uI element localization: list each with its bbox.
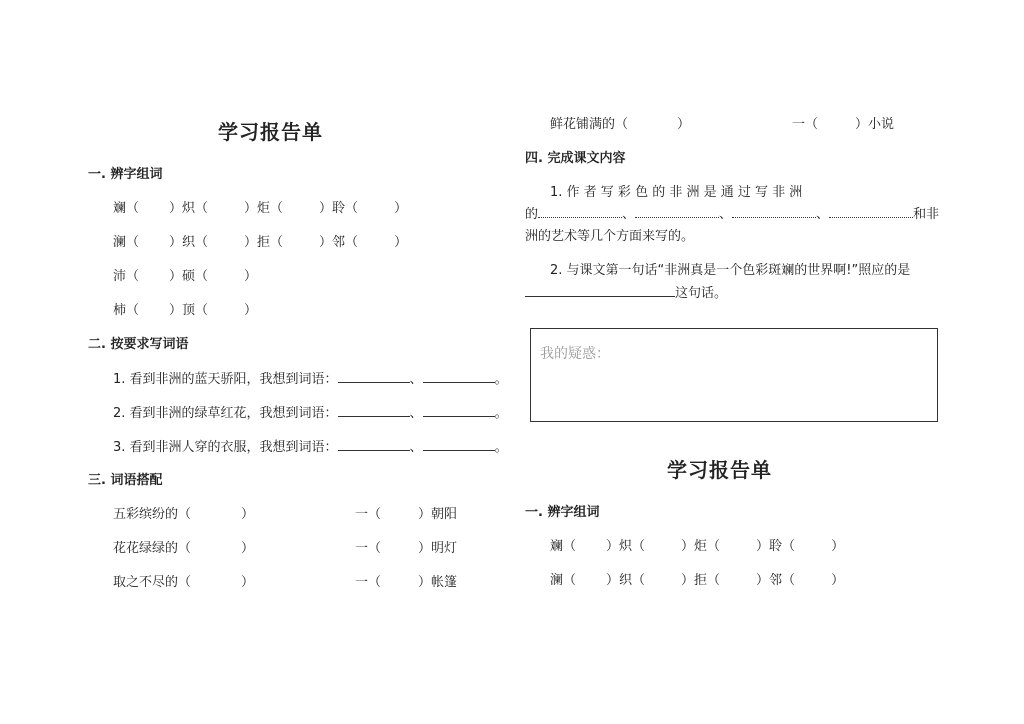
answer-line[interactable] — [423, 404, 495, 417]
cell: ）炬（ — [681, 539, 721, 554]
match-row-2a-end: ） — [241, 541, 255, 556]
answer-line[interactable] — [423, 438, 495, 451]
period: 。 — [494, 440, 508, 455]
match-row-1b: 一（ — [355, 507, 382, 522]
cell: ）拒（ — [681, 573, 721, 588]
cell: 斓（ — [550, 539, 577, 554]
cell: ）炬（ — [244, 201, 284, 216]
match-row-3a: 取之不尽的（ — [113, 575, 192, 590]
period: 。 — [494, 406, 508, 421]
cell: 沛（ — [113, 269, 140, 284]
section1-heading-left: 一. 辨字组词 — [88, 167, 163, 182]
cell: 柿（ — [113, 303, 140, 318]
cell: ）织（ — [606, 573, 646, 588]
q2-tail: 这句话。 — [675, 286, 728, 301]
page-title-right: 学习报告单 — [667, 458, 772, 482]
cell: ）拒（ — [244, 235, 284, 250]
write-item-2 — [113, 402, 508, 421]
answer-line[interactable] — [732, 205, 816, 218]
q1-line2 — [525, 203, 939, 222]
cell: 斓（ — [113, 201, 140, 216]
cell: ）炽（ — [606, 539, 646, 554]
q1-line1: 1. 作 者 写 彩 色 的 非 洲 是 通 过 写 非 洲 — [550, 185, 803, 200]
match-row-2b-end: ）明灯 — [418, 541, 458, 556]
separator: 、 — [409, 406, 423, 421]
item-text: 1. 看到非洲的蓝天骄阳，我想到词语： — [113, 372, 338, 387]
cell: ） — [394, 235, 408, 250]
item-text: 2. 看到非洲的绿草红花，我想到词语： — [113, 406, 338, 421]
q2-line1: 2. 与课文第一句话“非洲真是一个色彩斑斓的世界啊!”照应的是 — [550, 263, 911, 278]
q1-de: 的 — [525, 207, 539, 222]
section4-heading: 四. 完成课文内容 — [525, 151, 626, 166]
cell: ） — [244, 269, 258, 284]
match-row-4b: 一（ — [792, 117, 819, 132]
section2-heading: 二. 按要求写词语 — [88, 337, 189, 352]
cell: ）邻（ — [319, 235, 359, 250]
match-row-1a-end: ） — [241, 507, 255, 522]
cell: ） — [831, 573, 845, 588]
word-row-4 — [113, 299, 257, 318]
cell: 澜（ — [113, 235, 140, 250]
section1-heading-right: 一. 辨字组词 — [525, 505, 600, 520]
write-item-3 — [113, 436, 508, 455]
match-row-2b: 一（ — [355, 541, 382, 556]
separator: 、 — [409, 372, 423, 387]
q2-line2 — [525, 282, 727, 301]
answer-line[interactable] — [525, 284, 675, 297]
word-row-r2 — [550, 569, 844, 588]
cell: ）硕（ — [169, 269, 209, 284]
answer-line[interactable] — [538, 205, 622, 218]
cell: ） — [244, 303, 258, 318]
item-text: 3. 看到非洲人穿的衣服，我想到词语： — [113, 440, 338, 455]
cell: ）顶（ — [169, 303, 209, 318]
doubt-box[interactable] — [530, 328, 938, 422]
cell: 澜（ — [550, 573, 577, 588]
word-row-2 — [113, 231, 407, 250]
separator: 、 — [719, 207, 733, 222]
cell: ）炽（ — [169, 201, 209, 216]
answer-line[interactable] — [338, 370, 410, 383]
match-row-4a: 鲜花铺满的（ — [550, 117, 629, 132]
word-row-1 — [113, 197, 407, 216]
match-row-4a-end: ） — [677, 117, 691, 132]
write-item-1 — [113, 368, 508, 387]
answer-line[interactable] — [829, 205, 913, 218]
answer-line[interactable] — [338, 404, 410, 417]
separator: 、 — [622, 207, 636, 222]
cell: ）聆（ — [319, 201, 359, 216]
word-row-3 — [113, 265, 257, 284]
q1-line3: 洲的艺术等几个方面来写的。 — [525, 229, 695, 244]
match-row-3b-end: ）帐篷 — [418, 575, 458, 590]
separator: 、 — [409, 440, 423, 455]
answer-line[interactable] — [635, 205, 719, 218]
q1-tail: 和非 — [913, 207, 940, 222]
match-row-1a: 五彩缤纷的（ — [113, 507, 192, 522]
match-row-3a-end: ） — [241, 575, 255, 590]
page-title-left: 学习报告单 — [218, 120, 323, 144]
cell: ）聆（ — [756, 539, 796, 554]
match-row-2a: 花花绿绿的（ — [113, 541, 192, 556]
cell: ） — [831, 539, 845, 554]
match-row-4b-end: ）小说 — [855, 117, 895, 132]
answer-line[interactable] — [423, 370, 495, 383]
answer-line[interactable] — [338, 438, 410, 451]
separator: 、 — [816, 207, 830, 222]
cell: ）织（ — [169, 235, 209, 250]
match-row-1b-end: ）朝阳 — [418, 507, 458, 522]
cell: ） — [394, 201, 408, 216]
section3-heading: 三. 词语搭配 — [88, 473, 163, 488]
period: 。 — [494, 372, 508, 387]
doubt-box-label: 我的疑惑： — [540, 346, 610, 362]
word-row-r1 — [550, 535, 844, 554]
match-row-3b: 一（ — [355, 575, 382, 590]
cell: ）邻（ — [756, 573, 796, 588]
